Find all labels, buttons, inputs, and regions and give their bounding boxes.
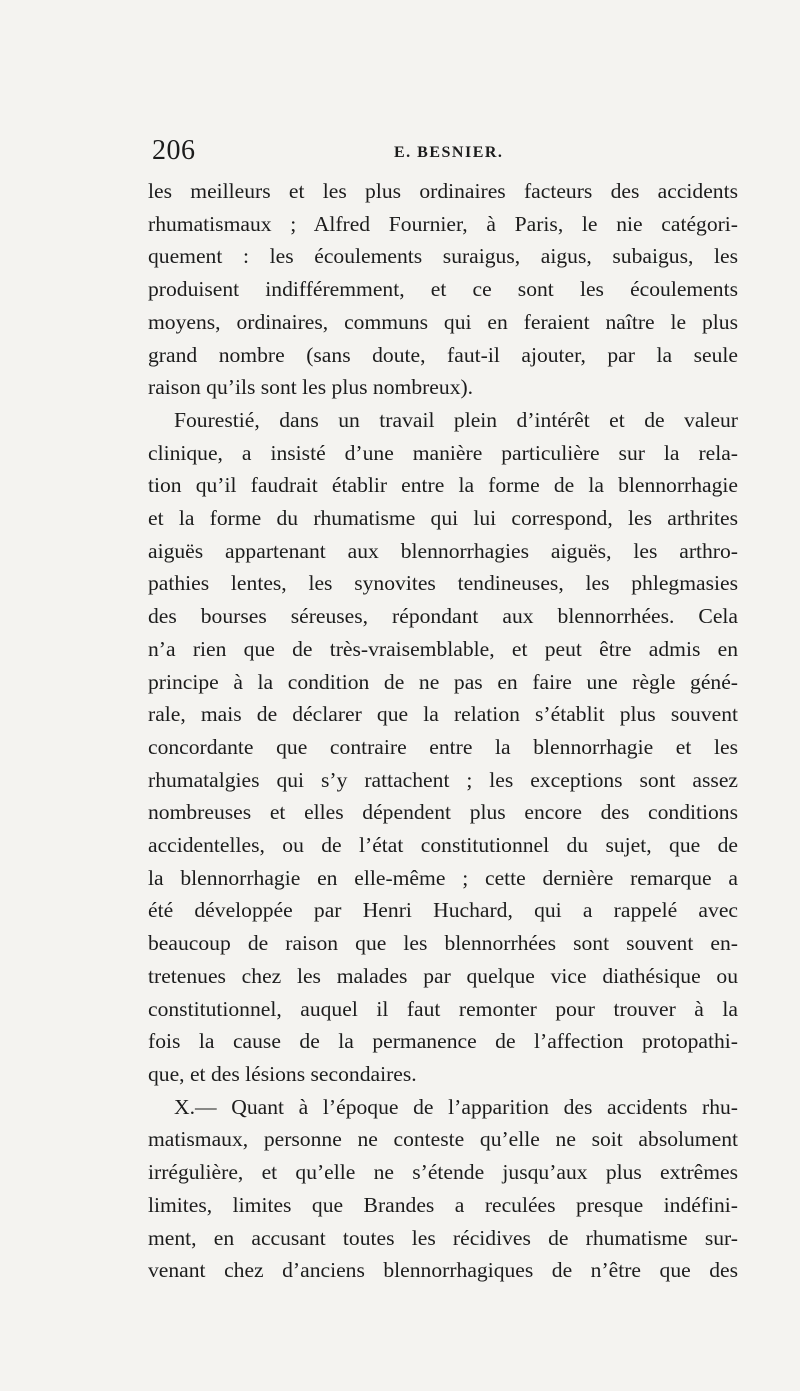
text-line: des bourses séreuses, répondant aux blennorrhées. Cela <box>148 604 738 629</box>
text-line: tretenues chez les malades par quelque vice diathésique ou <box>148 963 738 988</box>
text-line: irrégulière, et qu’elle ne s’étende jusqu’aux plus extrêmes <box>148 1160 738 1185</box>
text-line: nombreuses et elles dépendent plus encore des conditions <box>148 800 738 825</box>
running-title: E. BESNIER. <box>394 144 504 161</box>
text-line: tion qu’il faudrait établir entre la forme de la blennorrhagie <box>148 473 738 498</box>
text-line: principe à la condition de ne pas en faire une règle géné- <box>148 669 738 694</box>
text-line: été développée par Henri Huchard, qui a rappelé avec <box>148 898 738 923</box>
text-line: la blennorrhagie en elle-même ; cette dernière remarque a <box>148 865 738 890</box>
text-line: accidentelles, ou de l’état constitutionnel du sujet, que de <box>148 833 738 858</box>
text-line: concordante que contraire entre la blennorrhagie et les <box>148 734 738 759</box>
text-line: que, et des lésions secondaires. <box>148 1061 417 1086</box>
text-line: matismaux, personne ne conteste qu’elle ne soit absolument <box>148 1127 738 1152</box>
text-line: pathies lentes, les synovites tendineuses, les phlegmasies <box>148 571 738 596</box>
text-line: rhumatalgies qui s’y rattachent ; les exceptions sont assez <box>148 767 738 792</box>
text-line: raison qu’ils sont les plus nombreux). <box>148 375 474 400</box>
page-number: 206 <box>152 135 196 166</box>
text-line: les meilleurs et les plus ordinaires facteurs des accidents <box>148 179 738 203</box>
text-line: grand nombre (sans doute, faut-il ajouter, par la seule <box>148 342 738 367</box>
text-line: clinique, a insisté d’une manière particulière sur la rela- <box>148 440 738 465</box>
text-line: rale, mais de déclarer que la relation s’établit plus souvent <box>148 702 738 727</box>
text-line: quement : les écoulements suraigus, aigus, subaigus, les <box>148 244 738 269</box>
text-line: constitutionnel, auquel il faut remonter pour trouver à la <box>148 996 738 1021</box>
text-line: limites, limites que Brandes a reculées presque indéfini- <box>148 1192 738 1217</box>
text-line: rhumatismaux ; Alfred Fournier, à Paris, le nie catégori- <box>148 211 738 236</box>
text-line: fois la cause de la permanence de l’affection protopathi- <box>148 1029 738 1054</box>
text-line: X.— Quant à l’époque de l’apparition des accidents rhu- <box>174 1094 738 1119</box>
text-line: ment, en accusant toutes les récidives de rhumatisme sur- <box>148 1225 738 1250</box>
text-line: venant chez d’anciens blennorrhagiques de n’être que des <box>148 1258 738 1283</box>
running-header <box>148 135 738 175</box>
text-line: n’a rien que de très-vraisemblable, et peut être admis en <box>148 636 738 661</box>
text-line: moyens, ordinaires, communs qui en feraient naître le plus <box>148 309 738 334</box>
text-line: Fourestié, dans un travail plein d’intérêt et de valeur <box>174 407 738 432</box>
text-line: aiguës appartenant aux blennorrhagies aiguës, les arthro- <box>148 538 738 563</box>
text-line: beaucoup de raison que les blennorrhées sont souvent en- <box>148 931 738 956</box>
text-line: produisent indifféremment, et ce sont les écoulements <box>148 277 738 302</box>
body-text <box>148 175 738 1287</box>
book-page <box>148 135 738 1287</box>
text-line: et la forme du rhumatisme qui lui correspond, les arthrites <box>148 506 738 531</box>
